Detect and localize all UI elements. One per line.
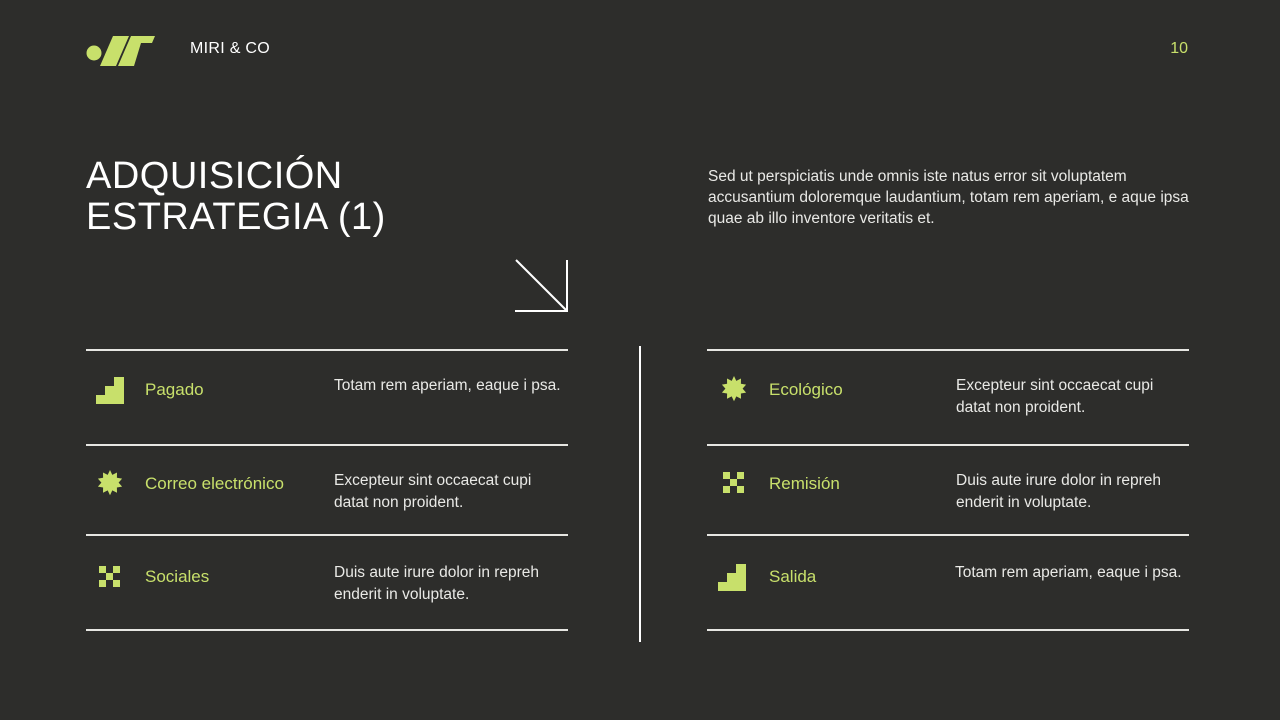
list-item xyxy=(86,536,568,629)
stairs-icon xyxy=(718,563,746,591)
brand-name: MIRI & CO xyxy=(190,40,271,57)
list-item-description: Duis aute irure dolor in repreh enderit in voluptate. xyxy=(956,472,1162,511)
column-divider xyxy=(639,346,641,642)
starburst-icon xyxy=(96,469,124,497)
page-title xyxy=(86,156,386,238)
starburst-icon xyxy=(720,375,748,403)
page-title-line-2: ESTRATEGIA (1) xyxy=(86,196,386,238)
list-item xyxy=(86,351,568,444)
arrow-down-right-icon xyxy=(514,258,570,314)
page-number: 10 xyxy=(1170,40,1188,57)
list-item-description: Excepteur sint occaecat cupi datat non proident. xyxy=(956,377,1154,416)
list-item-description: Totam rem aperiam, eaque i psa. xyxy=(334,377,561,394)
list-item xyxy=(86,446,568,534)
list-item-description: Duis aute irure dolor in repreh enderit in voluptate. xyxy=(334,564,540,603)
list-item xyxy=(707,536,1189,629)
list-item xyxy=(707,446,1189,534)
list-item xyxy=(707,351,1189,444)
brand-logo-icon xyxy=(86,34,156,66)
list-item-label: Pagado xyxy=(145,380,204,399)
left-strategy-list xyxy=(86,349,568,631)
list-item-label: Salida xyxy=(769,567,817,586)
divider xyxy=(707,629,1189,631)
divider xyxy=(86,629,568,631)
list-item-description: Excepteur sint occaecat cupi datat non proident. xyxy=(334,472,532,511)
stairs-icon xyxy=(96,376,124,404)
list-item-description: Totam rem aperiam, eaque i psa. xyxy=(955,564,1182,581)
list-item-label: Correo electrónico xyxy=(145,474,284,493)
checker-icon xyxy=(96,563,124,591)
right-strategy-list xyxy=(707,349,1189,631)
page-title-line-1: ADQUISICIÓN xyxy=(86,155,343,197)
list-item-label: Remisión xyxy=(769,474,840,493)
list-item-label: Ecológico xyxy=(769,380,843,399)
checker-icon xyxy=(720,469,748,497)
intro-paragraph: Sed ut perspiciatis unde omnis iste natus error sit voluptatem accusantium doloremque laudantium, totam rem aperiam, e aque ipsa quae ab illo inventore veritatis et. xyxy=(708,168,1189,227)
list-item-label: Sociales xyxy=(145,567,210,586)
